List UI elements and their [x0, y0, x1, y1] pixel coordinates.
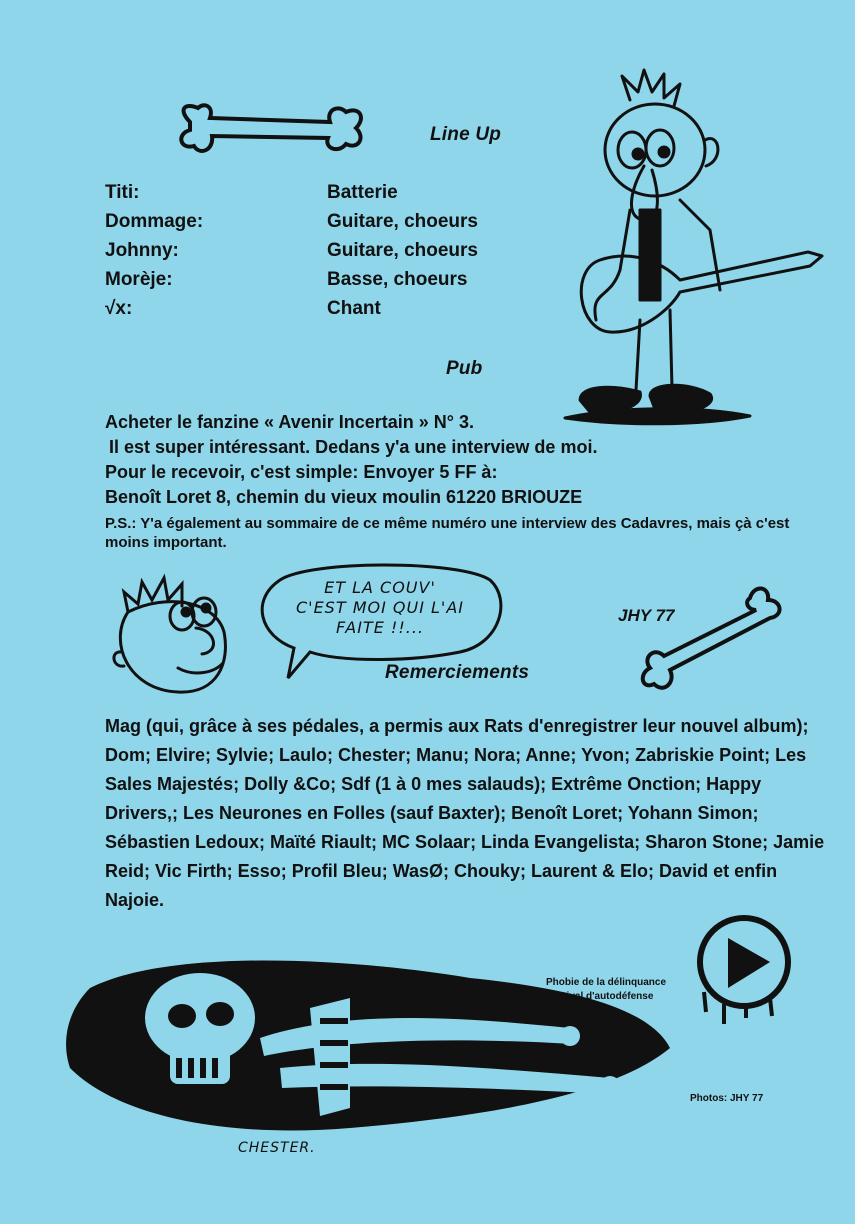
thanks-heading: Remerciements	[385, 662, 530, 683]
member-name: √x:	[105, 298, 133, 319]
lineup-row	[105, 178, 505, 207]
pub-heading: Pub	[446, 358, 483, 379]
chester-signature: CHESTER.	[238, 1140, 316, 1156]
lineup-row	[105, 207, 505, 236]
member-name: Titi:	[105, 182, 140, 203]
photos-credit: Photos: JHY 77	[690, 1093, 764, 1104]
bone-illustration-right	[640, 582, 790, 702]
jhy-credit: JHY 77	[618, 606, 675, 625]
pub-section	[105, 410, 815, 552]
guitarist-cartoon-illustration	[560, 70, 830, 430]
caption-line: Festival d'autodéfense	[546, 991, 654, 1002]
member-name: Dommage:	[105, 211, 204, 232]
balloon-line: C'EST MOI QUI L'AI	[296, 598, 464, 617]
lineup-row	[105, 265, 505, 294]
member-role: Batterie	[327, 182, 398, 203]
cartoon-face-illustration	[108, 572, 238, 700]
thanks-text: Mag (qui, grâce à ses pédales, a permis aux Rats d'enregistrer leur nouvel album); Dom; Elvire; Sylvie; Laulo; Chester; Manu; Nora; Anne; Yvon; Zabriskie Point; Les Sales Majestés; Dolly &Co; Sdf (1 à 0 mes salauds); Extrême Onction; Happy Drivers,; Les Neurones en Folles (sauf Baxter); Benoît Loret; Yohann Simon; Sébastien Ledoux; Maïté Riault; MC Solaar; Linda Evangelista; Sharon Stone; Jamie Reid; Vic Firth; Esso; Profil Bleu; WasØ; Chouky; Laurent & Elo; David et enfin Najoie.	[105, 716, 825, 910]
member-role: Guitare, choeurs	[327, 240, 478, 261]
lineup-row	[105, 294, 505, 323]
member-role: Basse, choeurs	[327, 269, 468, 290]
balloon-line: ET LA COUV'	[324, 578, 436, 597]
lineup-list	[105, 178, 505, 323]
pub-line: Pour le recevoir, c'est simple: Envoyer 5 FF à:	[105, 462, 498, 482]
speech-balloon-text	[262, 578, 498, 638]
member-name: Johnny:	[105, 240, 179, 261]
balloon-line: FAITE !!...	[336, 618, 424, 637]
bone-illustration-top	[170, 100, 370, 170]
lineup-heading: Line Up	[430, 124, 502, 145]
pub-line: Il est super intéressant. Dedans y'a une interview de moi.	[109, 437, 598, 457]
pub-line: Acheter le fanzine « Avenir Incertain » N° 3.	[105, 412, 474, 432]
member-role: Guitare, choeurs	[327, 211, 478, 232]
lineup-row	[105, 236, 505, 265]
caption-line: Phobie de la délinquance	[546, 977, 667, 988]
logo-caption	[546, 976, 666, 1004]
pub-address: Benoît Loret 8, chemin du vieux moulin 61220 BRIOUZE	[105, 487, 583, 507]
member-name: Morèje:	[105, 269, 173, 290]
member-role: Chant	[327, 298, 381, 319]
play-symbol-logo	[694, 912, 804, 1032]
pub-postscript: P.S.: Y'a également au sommaire de ce même numéro une interview des Cadavres, mais çà c'est moins important.	[105, 515, 790, 551]
